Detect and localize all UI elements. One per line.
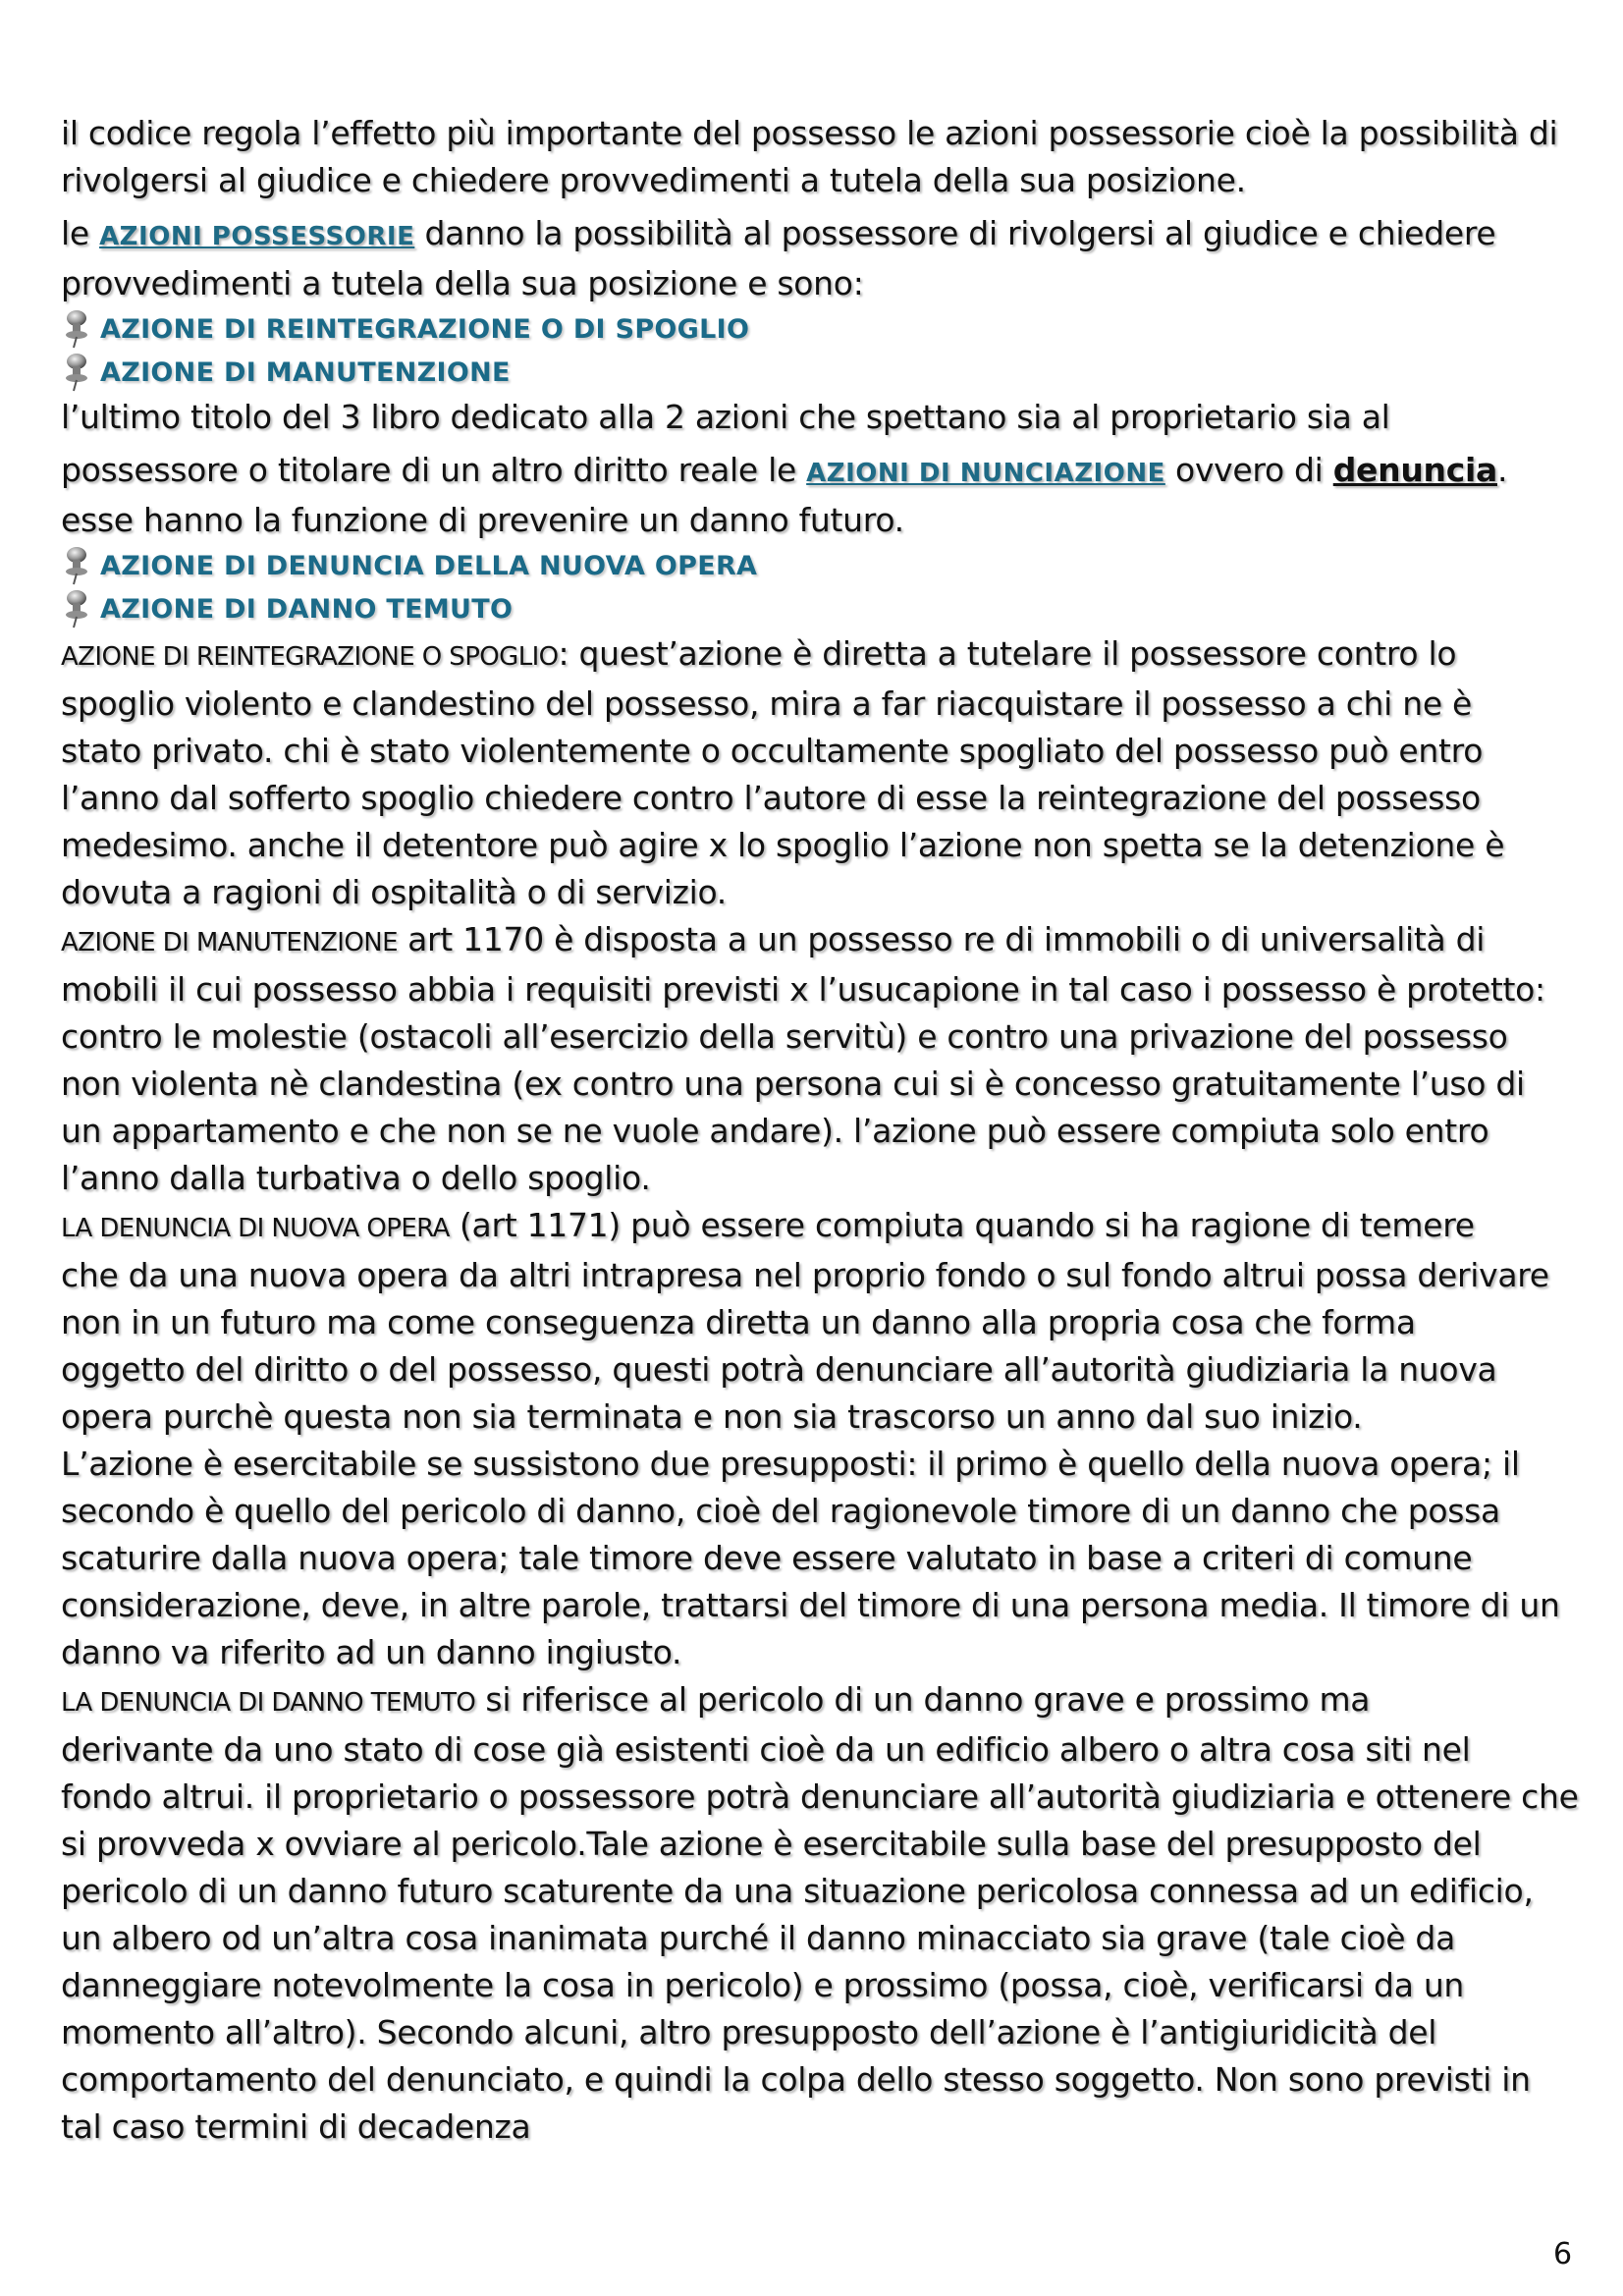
text-line: scaturire dalla nuova opera; tale timore deve essere valutato in base a criteri di comune bbox=[61, 1539, 1473, 1577]
text-span: ovvero di bbox=[1164, 451, 1333, 489]
text-line: rivolgersi al giudice e chiedere provvedimenti a tutela della sua posizione. bbox=[61, 161, 1246, 199]
text-line: non violenta nè clandestina (ex contro una persona cui si è concesso gratuitamente l’uso di bbox=[61, 1065, 1525, 1103]
text-span: . bbox=[1496, 451, 1508, 489]
text-line: contro le molestie (ostacoli all’esercizio della servitù) e contro una privazione del possesso bbox=[61, 1017, 1508, 1056]
denuncia-emphasis: denuncia bbox=[1332, 451, 1497, 489]
text-line: si provveda x ovviare al pericolo.Tale azione è esercitabile sulla base del presupposto del bbox=[61, 1825, 1482, 1863]
bullet-label: AZIONE DI REINTEGRAZIONE O DI SPOGLIO bbox=[100, 313, 750, 345]
bullet-label: AZIONE DI DANNO TEMUTO bbox=[100, 593, 514, 625]
text-line: fondo altrui. il proprietario o possessore potrà denunciare all’autorità giudiziaria e ottenere che bbox=[61, 1777, 1579, 1816]
text-line bbox=[61, 447, 1573, 497]
azioni-di-nunciazione-link[interactable]: AZIONI DI NUNCIAZIONE bbox=[806, 459, 1165, 488]
text-line: stato privato. chi è stato violentemente o occultamente spogliato del possesso può entro bbox=[61, 732, 1484, 770]
bullet-item bbox=[61, 587, 1573, 630]
document-page bbox=[61, 110, 1579, 2151]
text-line: derivante da uno stato di cose già esistenti cioè da un edificio albero o altra cosa siti nel bbox=[61, 1730, 1471, 1769]
text-line: L’azione è esercitabile se sussistono due presupposti: il primo è quello della nuova opera; il bbox=[61, 1445, 1520, 1483]
bullet-item bbox=[61, 351, 1573, 394]
text-line: considerazione, deve, in altre parole, trattarsi del timore di una persona media. Il timore di un bbox=[61, 1586, 1560, 1624]
text-line bbox=[61, 1676, 1573, 1726]
bullet-label: AZIONE DI DENUNCIA DELLA NUOVA OPERA bbox=[100, 550, 758, 581]
text-line: provvedimenti a tutela della sua posizione e sono: bbox=[61, 264, 864, 302]
text-line: opera purchè questa non sia terminata e non sia trascorso un anno dal suo inizio. bbox=[61, 1397, 1363, 1436]
text-line bbox=[61, 1202, 1573, 1252]
text-line: comportamento del denunciato, e quindi la colpa dello stesso soggetto. Non sono previsti in bbox=[61, 2060, 1531, 2099]
bullet-item bbox=[61, 544, 1573, 587]
section-heading: AZIONE DI REINTEGRAZIONE O SPOGLIO bbox=[61, 642, 559, 672]
text-line bbox=[61, 916, 1573, 966]
text-line: spoglio violento e clandestino del possesso, mira a far riacquistare il possesso a chi ne è bbox=[61, 684, 1473, 723]
section-heading: LA DENUNCIA DI NUOVA OPERA bbox=[61, 1214, 450, 1243]
text-span: le bbox=[61, 214, 100, 252]
text-line: l’anno dalla turbativa o dello spoglio. bbox=[61, 1159, 651, 1197]
text-line: tal caso termini di decadenza bbox=[61, 2107, 531, 2146]
text-line: l’anno dal sofferto spoglio chiedere contro l’autore di esse la reintegrazione del possesso bbox=[61, 779, 1481, 817]
bullet-label: AZIONE DI MANUTENZIONE bbox=[100, 356, 511, 388]
text-span: si riferisce al pericolo di un danno grave e prossimo ma bbox=[475, 1680, 1371, 1719]
section-heading: LA DENUNCIA DI DANNO TEMUTO bbox=[61, 1688, 476, 1718]
text-span: danno la possibilità al possessore di rivolgersi al giudice e chiedere bbox=[414, 214, 1496, 252]
text-line: esse hanno la funzione di prevenire un danno futuro. bbox=[61, 501, 904, 539]
text-line bbox=[61, 630, 1573, 681]
section-heading: AZIONE DI MANUTENZIONE bbox=[61, 928, 398, 957]
text-line: medesimo. anche il detentore può agire x lo spoglio l’azione non spetta se la detenzione è bbox=[61, 826, 1505, 864]
pushpin-icon bbox=[61, 309, 92, 349]
text-line: oggetto del diritto o del possesso, questi potrà denunciare all’autorità giudiziaria la nuova bbox=[61, 1350, 1497, 1389]
text-line: che da una nuova opera da altri intrapresa nel proprio fondo o sul fondo altrui possa derivare bbox=[61, 1256, 1549, 1294]
text-line: un albero od un’altra cosa inanimata purché il danno minacciato sia grave (tale cioè da bbox=[61, 1919, 1455, 1957]
azioni-possessorie-link[interactable]: AZIONI POSSESSORIE bbox=[99, 222, 415, 251]
text-line: pericolo di un danno futuro scaturente da una situazione pericolosa connessa ad un edificio, bbox=[61, 1872, 1534, 1910]
text-line: non in un futuro ma come conseguenza diretta un danno alla propria cosa che forma bbox=[61, 1303, 1416, 1341]
text-span: possessore o titolare di un altro diritto reale le bbox=[61, 451, 807, 489]
text-span: art 1170 è disposta a un possesso re di immobili o di universalità di bbox=[397, 920, 1486, 958]
text-line: un appartamento e che non se ne vuole andare). l’azione può essere compiuta solo entro bbox=[61, 1112, 1489, 1150]
text-span: : quest’azione è diretta a tutelare il possessore contro lo bbox=[558, 634, 1457, 673]
text-span: (art 1171) può essere compiuta quando si ha ragione di temere bbox=[449, 1206, 1475, 1244]
text-line: secondo è quello del pericolo di danno, cioè del ragionevole timore di un danno che possa bbox=[61, 1492, 1500, 1530]
page-number: 6 bbox=[1553, 2237, 1573, 2271]
text-line: mobili il cui possesso abbia i requisiti previsti x l’usucapione in tal caso i possesso è protetto: bbox=[61, 970, 1545, 1009]
text-line: l’ultimo titolo del 3 libro dedicato alla 2 azioni che spettano sia al proprietario sia al bbox=[61, 398, 1390, 436]
bullet-item bbox=[61, 307, 1573, 351]
text-line: danno va riferito ad un danno ingiusto. bbox=[61, 1633, 682, 1671]
text-line: momento all’altro). Secondo alcuni, altro presupposto dell’azione è l’antigiuridicità del bbox=[61, 2013, 1437, 2051]
pushpin-icon bbox=[61, 589, 92, 629]
text-line: dovuta a ragioni di ospitalità o di servizio. bbox=[61, 873, 728, 911]
pushpin-icon bbox=[61, 546, 92, 585]
text-line: il codice regola l’effetto più importante del possesso le azioni possessorie cioè la possibilità di bbox=[61, 114, 1558, 152]
pushpin-icon bbox=[61, 353, 92, 392]
text-line: danneggiare notevolmente la cosa in pericolo) e prossimo (possa, cioè, verificarsi da un bbox=[61, 1966, 1465, 2004]
text-line bbox=[61, 210, 1573, 260]
